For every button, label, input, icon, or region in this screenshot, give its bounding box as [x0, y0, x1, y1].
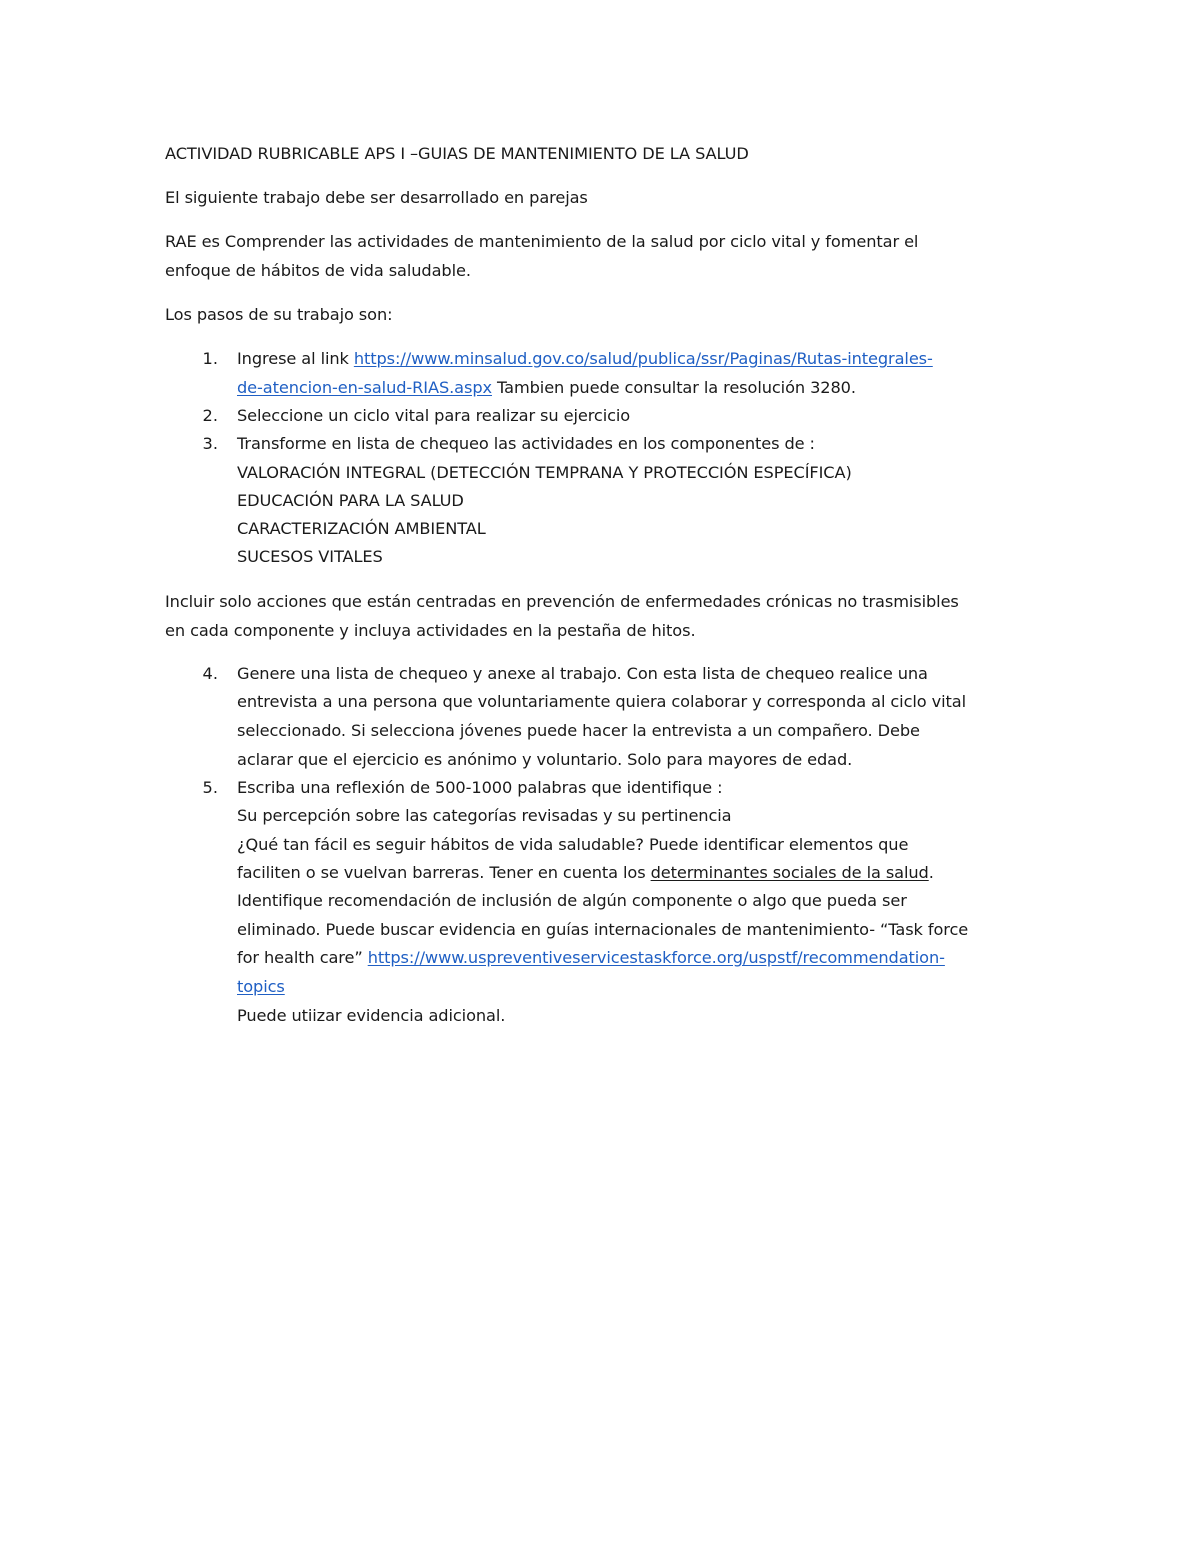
step-2-number: 2.: [202, 406, 218, 425]
rae-line-1: RAE es Comprender las actividades de mantenimiento de la salud por ciclo vital y fomentar el: [165, 232, 919, 251]
minsalud-link-part-2[interactable]: de-atencion-en-salud-RIAS.aspx: [237, 378, 492, 397]
step-5-line-6: eliminado. Puede buscar evidencia en guías internacionales de mantenimiento- “Task force: [237, 920, 969, 939]
step-5-line-4-prefix: faciliten o se vuelvan barreras. Tener en cuenta los: [237, 863, 651, 882]
step-5-line-5: Identifique recomendación de inclusión de algún componente o algo que pueda ser: [237, 891, 907, 910]
steps-heading: Los pasos de su trabajo son:: [165, 305, 393, 324]
social-determinants-underlined: determinantes sociales de la salud: [650, 863, 929, 882]
step-5-line-3: ¿Qué tan fácil es seguir hábitos de vida saludable? Puede identificar elementos que: [237, 835, 909, 854]
step-5-line-2: Su percepción sobre las categorías revisadas y su pertinencia: [237, 806, 732, 825]
step-5-number: 5.: [202, 778, 218, 797]
rae-line-2: enfoque de hábitos de vida saludable.: [165, 261, 471, 280]
step-5-line-8: [237, 977, 285, 997]
step-1-number: 1.: [202, 349, 218, 368]
step-1-line-1: [237, 349, 933, 369]
step-3-text: Transforme en lista de chequeo las actividades en los componentes de :: [237, 434, 815, 453]
include-line-1: Incluir solo acciones que están centradas en prevención de enfermedades crónicas no trasmisibles: [165, 592, 959, 611]
component-item: CARACTERIZACIÓN AMBIENTAL: [237, 519, 486, 538]
step-1-suffix: Tambien puede consultar la resolución 3280.: [491, 378, 856, 397]
step-4-line: entrevista a una persona que voluntariamente quiera colaborar y corresponda al ciclo vital: [237, 692, 966, 711]
component-item: SUCESOS VITALES: [237, 547, 383, 566]
step-1-line-2: [237, 378, 856, 398]
minsalud-link-part-1[interactable]: https://www.minsalud.gov.co/salud/publica/ssr/Paginas/Rutas-integrales-: [353, 349, 933, 368]
step-4-line: Genere una lista de chequeo y anexe al trabajo. Con esta lista de chequeo realice una: [237, 664, 928, 683]
uspstf-link-part-2[interactable]: topics: [237, 977, 285, 996]
uspstf-link-part-1[interactable]: https://www.uspreventiveservicestaskforce.org/uspstf/recommendation-: [367, 948, 945, 967]
intro-text: El siguiente trabajo debe ser desarrollado en parejas: [165, 188, 588, 207]
document-title: ACTIVIDAD RUBRICABLE APS I –GUIAS DE MANTENIMIENTO DE LA SALUD: [165, 144, 749, 163]
step-2-text: Seleccione un ciclo vital para realizar su ejercicio: [237, 406, 631, 425]
step-5-line-7: [237, 948, 945, 968]
step-5-line-9: Puede utiizar evidencia adicional.: [237, 1006, 506, 1025]
step-5-line-4: [237, 863, 934, 883]
step-4-line: aclarar que el ejercicio es anónimo y voluntario. Solo para mayores de edad.: [237, 750, 853, 769]
component-item: VALORACIÓN INTEGRAL (DETECCIÓN TEMPRANA Y PROTECCIÓN ESPECÍFICA): [237, 463, 852, 482]
step-5-line-4-suffix: .: [928, 863, 934, 882]
step-5-line-7-prefix: for health care”: [237, 948, 368, 967]
step-1-prefix: Ingrese al link: [237, 349, 354, 368]
step-3-number: 3.: [202, 434, 218, 453]
step-5-line-1: Escriba una reflexión de 500-1000 palabras que identifique :: [237, 778, 723, 797]
step-4-line: seleccionado. Si selecciona jóvenes puede hacer la entrevista a un compañero. Debe: [237, 721, 920, 740]
step-4-number: 4.: [202, 664, 218, 683]
include-line-2: en cada componente y incluya actividades en la pestaña de hitos.: [165, 621, 696, 640]
component-item: EDUCACIÓN PARA LA SALUD: [237, 491, 464, 510]
